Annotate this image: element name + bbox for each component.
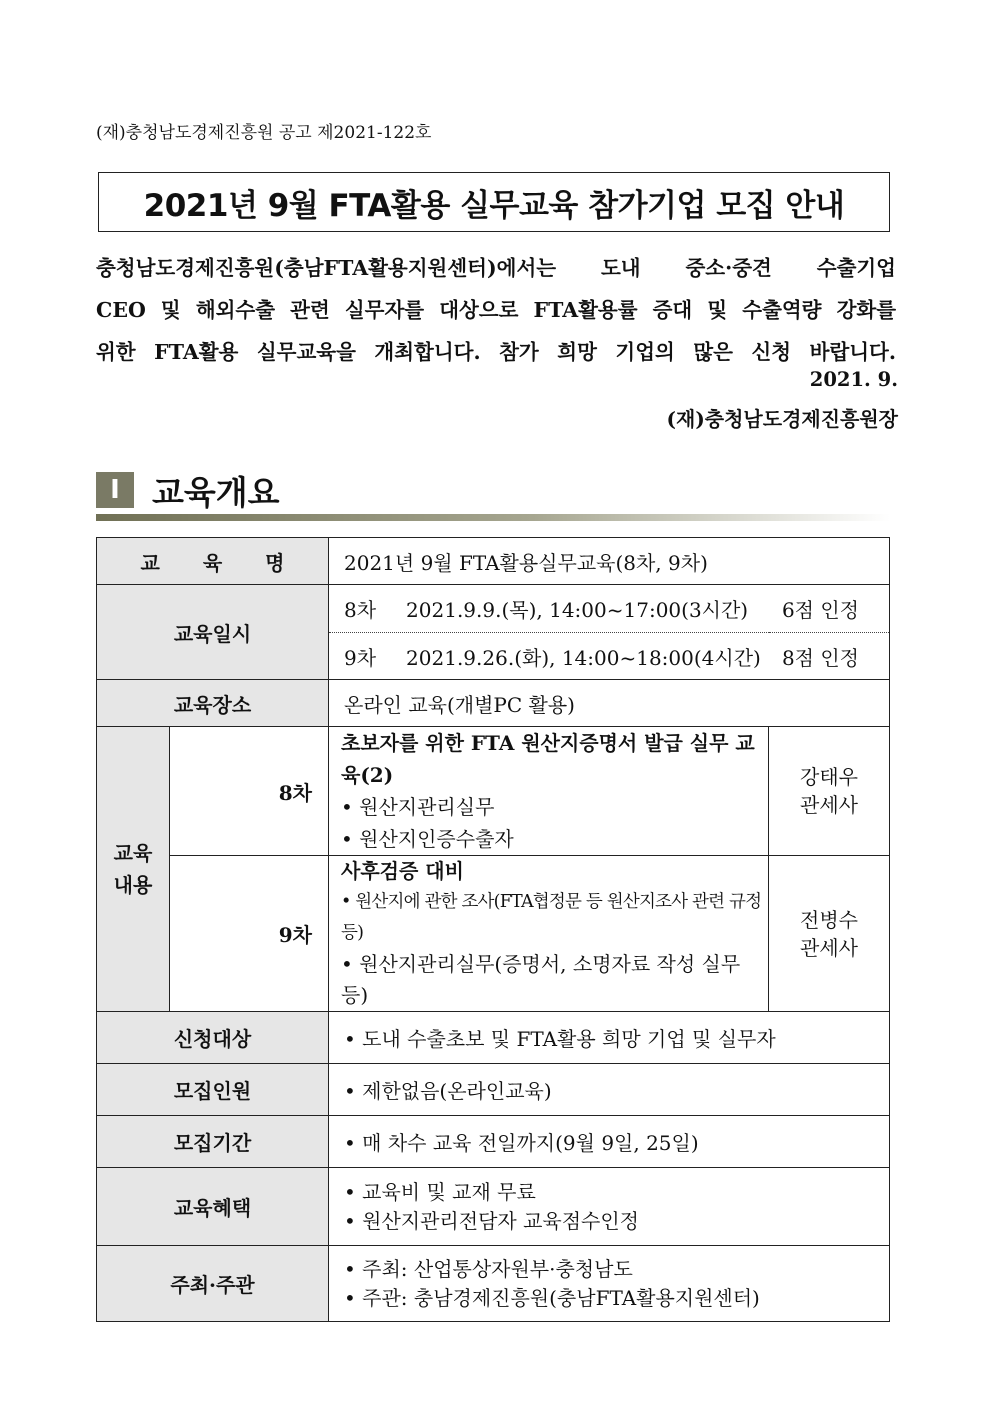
schedule-item (329, 585, 890, 633)
row-host (97, 1246, 890, 1322)
content-round: 9차 (170, 856, 329, 1012)
content-body (329, 856, 769, 1012)
section-number: I (96, 472, 134, 508)
lecturer-title: 관세사 (800, 935, 858, 960)
content-item: • 원산지관리실무 (341, 791, 768, 823)
content-item: • 원산지에 관한 조사(FTA협정문 등 원산지조사 관련 규정 등) (341, 887, 768, 949)
value-course-name: 2021년 9월 FTA활용실무교육(8차, 9차) (329, 538, 890, 585)
intro-paragraph (96, 247, 896, 373)
overview-table (96, 537, 890, 1322)
intro-line: 충청남도경제진흥원(충남FTA활용지원센터)에서는 도내 중소·중견 수출기업 (96, 256, 896, 280)
label-place: 교육장소 (97, 680, 329, 727)
schedule-item (329, 633, 890, 680)
content-body (329, 727, 769, 856)
value-place: 온라인 교육(개별PC 활용) (329, 680, 890, 727)
label-schedule: 교육일시 (97, 585, 329, 680)
intro-line: 위한 FTA활용 실무교육을 개최합니다. 참가 희망 기업의 많은 신청 바랍니다. (96, 340, 896, 364)
row-content-8 (97, 727, 890, 856)
content-heading: 초보자를 위한 FTA 원산지증명서 발급 실무 교육(2) (341, 731, 755, 787)
lecturer (769, 856, 890, 1012)
schedule-points: 8점 인정 (781, 645, 859, 670)
lecturer (769, 727, 890, 856)
row-target (97, 1012, 890, 1064)
label-host: 주최·주관 (97, 1246, 329, 1322)
label-recruit: 모집인원 (97, 1064, 329, 1116)
notice-number: (재)충청남도경제진흥원 공고 제2021-122호 (96, 123, 432, 143)
section-title: 교육개요 (152, 472, 280, 512)
row-period (97, 1116, 890, 1168)
value-recruit: • 제한없음(온라인교육) (329, 1064, 890, 1116)
value-target: • 도내 수출초보 및 FTA활용 희망 기업 및 실무자 (329, 1012, 890, 1064)
content-item: • 원산지인증수출자 (341, 823, 768, 855)
host-item: • 주최: 산업통상자원부·충청남도 (344, 1255, 889, 1284)
label-course-name: 교 육 명 (97, 538, 329, 585)
lecturer-name: 강태우 (800, 765, 858, 789)
row-schedule-1 (97, 585, 890, 633)
lecturer-name: 전병수 (800, 907, 858, 932)
section-underline (96, 514, 890, 521)
label-content: 교육 내용 (97, 727, 170, 1012)
title-box (98, 172, 890, 232)
content-heading: 사후검증 대비 (341, 859, 464, 883)
content-round: 8차 (170, 727, 329, 856)
label-period: 모집기간 (97, 1116, 329, 1168)
value-period: • 매 차수 교육 전일까지(9월 9일, 25일) (329, 1116, 890, 1168)
value-host (329, 1246, 890, 1322)
host-item: • 주관: 충남경제진흥원(충남FTA활용지원센터) (344, 1284, 889, 1313)
label-benefit: 교육혜택 (97, 1168, 329, 1246)
intro-line: CEO 및 해외수출 관련 실무자를 대상으로 FTA활용률 증대 및 수출역량 강화를 (96, 298, 896, 322)
benefit-item: • 원산지관리전담자 교육점수인정 (344, 1207, 889, 1236)
schedule-when: 2021.9.26.(화), 14:00~18:00(4시간) (406, 645, 761, 670)
row-benefit (97, 1168, 890, 1246)
label-target: 신청대상 (97, 1012, 329, 1064)
schedule-round: 8차 (344, 598, 377, 622)
schedule-points: 6점 인정 (781, 598, 859, 622)
page-title: 2021년 9월 FTA활용 실무교육 참가기업 모집 안내 (143, 187, 845, 224)
row-recruit (97, 1064, 890, 1116)
announcement-date: 2021. 9. (809, 368, 898, 391)
content-item: • 원산지관리실무(증명서, 소명자료 작성 실무 등) (341, 949, 768, 1011)
row-course-name (97, 538, 890, 585)
row-place (97, 680, 890, 727)
value-benefit (329, 1168, 890, 1246)
sender: (재)충청남도경제진흥원장 (666, 407, 898, 431)
row-content-9 (97, 856, 890, 1012)
benefit-item: • 교육비 및 교재 무료 (344, 1178, 889, 1207)
lecturer-title: 관세사 (800, 793, 858, 817)
section-heading (96, 468, 280, 512)
schedule-round: 9차 (344, 645, 377, 670)
schedule-when: 2021.9.9.(목), 14:00~17:00(3시간) (406, 598, 749, 622)
